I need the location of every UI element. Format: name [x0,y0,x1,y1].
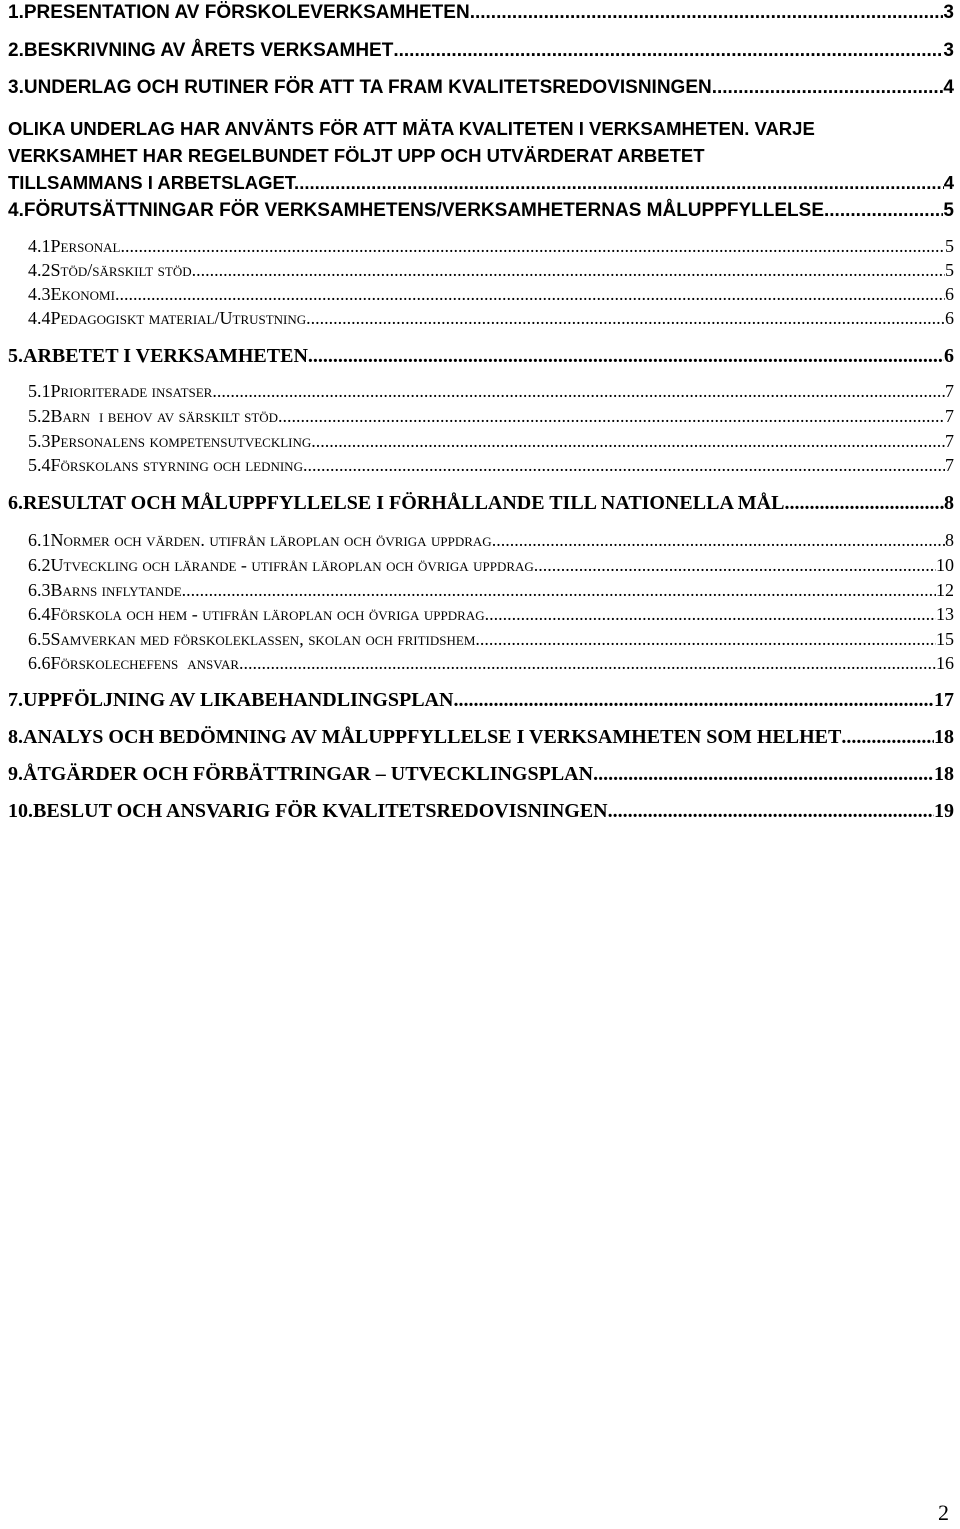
toc-dot-leader [278,406,945,427]
toc-entry-title: Ekonomi [50,284,115,304]
toc-entry-title: ARBETET I VERKSAMHETEN [23,345,308,367]
toc-entry-4-2[interactable] [28,260,954,281]
toc-entry-olika-underlag[interactable] [8,115,954,196]
toc-entry-number: 6.6 [28,653,51,673]
toc-dot-leader [784,492,944,515]
toc-entry-number: 5. [8,345,23,367]
toc-page-number: 7 [945,431,954,451]
toc-dot-leader [717,77,943,99]
toc-page-number: 7 [945,406,954,426]
toc-entry-5-2[interactable] [28,406,954,427]
toc-entry-number: 6.3 [28,580,51,600]
toc-page-number: 8 [945,530,954,550]
toc-entry-number: 6.1 [28,530,51,550]
toc-entry-title: Förskolechefens ansvar [50,653,240,673]
toc-page-number: 5 [945,236,954,256]
toc-entry-4-4[interactable] [28,308,954,329]
toc-entry-title: Prioriterade insatser [50,381,213,401]
toc-page-number: 7 [945,455,954,475]
toc-dot-leader [593,763,934,786]
toc-page-number: 12 [936,580,954,600]
toc-dot-leader [475,629,936,650]
toc-page-number: 19 [934,800,954,822]
toc-entry-title: Utveckling och lärande - utifrån läroplan och övriga uppdrag [50,555,534,575]
toc-entry-5-4[interactable] [28,455,954,476]
toc-page-number: 13 [936,604,954,624]
toc-page-number: 18 [934,763,954,785]
toc-entry-title-line-2: VERKSAMHET HAR REGELBUNDET FÖLJT UPP OCH UTVÄRDERAT ARBETET [8,145,705,166]
toc-entry-8[interactable] [8,726,954,749]
toc-entry-number: 5.4 [28,455,51,475]
toc-entry-number: 1. [8,2,24,23]
toc-page-number: 4 [943,172,954,193]
toc-page-number: 8 [944,492,954,514]
toc-dot-leader [182,580,936,601]
toc-entry-1[interactable] [8,2,954,24]
toc-entry-number: 5.3 [28,431,51,451]
toc-entry-9[interactable] [8,763,954,786]
toc-page-number: 4 [943,77,954,98]
toc-entry-title: Förskolans styrning och ledning [50,455,303,475]
toc-entry-title: PRESENTATION AV FÖRSKOLEVERKSAMHETEN [23,2,470,23]
toc-entry-6-1[interactable] [28,530,954,551]
toc-entry-number: 4.4 [28,308,51,328]
toc-entry-number: 6.4 [28,604,51,624]
toc-entry-title: Stöd/särskilt stöd [50,260,192,280]
toc-entry-number: 5.2 [28,406,51,426]
toc-entry-title: ANALYS OCH BEDÖMNING AV MÅLUPPFYLLELSE I VERKSAMHETEN SOM HELHET [23,726,842,748]
toc-entry-number: 4.2 [28,260,51,280]
toc-entry-6-2[interactable] [28,555,954,576]
toc-page-number: 5 [943,200,954,221]
toc-dot-leader [841,726,934,749]
toc-entry-number: 6.2 [28,555,51,575]
toc-entry-number: 8. [8,726,23,748]
toc-page-number: 18 [934,726,954,748]
toc-entry-4[interactable] [8,200,954,222]
toc-dot-leader [492,530,945,551]
toc-page-number: 6 [945,308,954,328]
toc-entry-10[interactable] [8,800,954,823]
toc-entry-number: 6.5 [28,629,51,649]
toc-dot-leader [824,200,943,222]
toc-dot-leader [303,455,945,476]
toc-entry-6-6[interactable] [28,653,954,674]
toc-entry-title: Samverkan med förskoleklassen, skolan och fritidshem [50,629,476,649]
toc-entry-2[interactable] [8,40,954,62]
page-number: 2 [938,1500,949,1525]
toc-entry-5-3[interactable] [28,431,954,452]
toc-entry-number: 4.1 [28,236,51,256]
toc-entry-number: 6. [8,492,23,514]
toc-dot-leader [308,345,944,368]
toc-entry-3[interactable] [8,77,954,99]
toc-dot-leader [306,308,945,329]
toc-entry-title: ÅTGÄRDER OCH FÖRBÄTTRINGAR – UTVECKLINGSPLAN [23,763,594,785]
toc-entry-title: Förskola och hem - utifrån läroplan och övriga uppdrag [50,604,485,624]
toc-entry-6-5[interactable] [28,629,954,650]
toc-entry-4-1[interactable] [28,236,954,257]
toc-dot-leader [239,653,936,674]
toc-entry-number: 4. [8,200,24,221]
toc-entry-5[interactable] [8,345,954,368]
toc-entry-number: 3. [8,77,24,98]
toc-dot-leader [534,555,936,576]
toc-dot-leader [393,40,943,62]
toc-dot-leader [453,689,934,712]
toc-entry-number: 2. [8,40,24,61]
toc-entry-number: 5.1 [28,381,51,401]
toc-entry-number: 4.3 [28,284,51,304]
toc-page-number: 5 [945,260,954,280]
toc-entry-title: UPPFÖLJNING AV LIKABEHANDLINGSPLAN [23,689,454,711]
toc-entry-title: FÖRUTSÄTTNINGAR FÖR VERKSAMHETENS/VERKSAMHETERNAS MÅLUPPFYLLELSE [23,200,824,221]
toc-dot-leader [299,169,944,196]
toc-page-number: 3 [943,2,954,23]
toc-entry-number: 7. [8,689,23,711]
toc-dot-leader [120,236,945,257]
toc-entry-6-3[interactable] [28,580,954,601]
toc-page-number: 6 [945,284,954,304]
toc-page-number: 6 [944,345,954,367]
toc-dot-leader [192,260,945,281]
toc-entry-title: Personal [50,236,121,256]
toc-page-number: 16 [936,653,954,673]
toc-entry-title: Pedagogiskt material/Utrustning [50,308,307,328]
toc-entry-title: Barn i behov av särskilt stöd [50,406,279,426]
toc-page-number: 3 [943,40,954,61]
toc-page-number: 15 [936,629,954,649]
toc-entry-7[interactable] [8,689,954,712]
toc-page-number: 7 [945,381,954,401]
toc-entry-4-3[interactable] [28,284,954,305]
toc-dot-leader [212,381,945,402]
toc-entry-number: 10. [8,800,33,822]
toc-entry-title-line-1: OLIKA UNDERLAG HAR ANVÄNTS FÖR ATT MÄTA KVALITETEN I VERKSAMHETEN. VARJE [8,118,815,139]
toc-entry-title-line-3: TILLSAMMANS I ARBETSLAGET. [8,172,300,193]
toc-dot-leader [115,284,945,305]
toc-entry-title: Normer och värden. utifrån läroplan och övriga uppdrag [50,530,492,550]
toc-entry-number: 9. [8,763,23,785]
toc-dot-leader [311,431,945,452]
toc-entry-title: BESLUT OCH ANSVARIG FÖR KVALITETSREDOVISNINGEN [33,800,608,822]
toc-entry-title: UNDERLAG OCH RUTINER FÖR ATT TA FRAM KVALITETSREDOVISNINGEN. [23,77,717,98]
toc-entry-6-4[interactable] [28,604,954,625]
toc-page-number: 17 [934,689,954,711]
toc-entry-title: Barns inflytande [50,580,182,600]
toc-entry-title: RESULTAT OCH MÅLUPPFYLLELSE I FÖRHÅLLANDE TILL NATIONELLA MÅL [23,492,785,514]
toc-dot-leader [470,2,944,24]
toc-entry-6[interactable] [8,492,954,515]
toc-entry-title: BESKRIVNING AV ÅRETS VERKSAMHET [23,40,394,61]
toc-dot-leader [485,604,936,625]
toc-page-number: 10 [936,555,954,575]
toc-entry-5-1[interactable] [28,381,954,402]
toc-entry-title: Personalens kompetensutveckling [50,431,312,451]
toc-dot-leader [608,800,934,823]
